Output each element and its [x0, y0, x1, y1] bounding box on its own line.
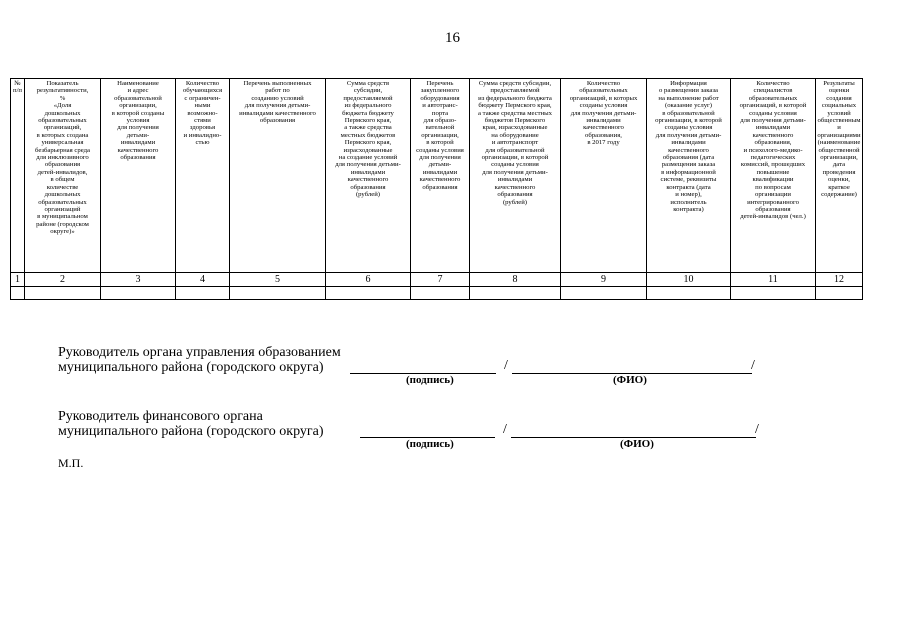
- empty-cell: [101, 287, 176, 300]
- header-cell-organization: Наименование и адрес образовательной организации, в которой созданы условия для получения детьми- инвалидами качественного образования: [101, 79, 176, 273]
- empty-cell: [816, 287, 863, 300]
- empty-cell: [326, 287, 411, 300]
- empty-cell: [176, 287, 230, 300]
- header-cell-specialists-count: Количество специалистов образовательных организаций, в которой созданы условия для получения детьми- инвалидами качественного образования, и психолого-медико- педагогических комиссий, прошедших повышение квалификации по вопросам организации интегрированного образования детей-инвалидов (чел.): [731, 79, 816, 273]
- header-cell-indicator: Показатель результативности, % «Доля дошкольных образовательных организаций, в которых создана универсальная безбарьерная среда для инклюзивного образования детей-инвалидов, в общем количестве дошкольных образовательных организаций в муниципальном районе (городском округе)»: [25, 79, 101, 273]
- column-number-cell: 5: [230, 273, 326, 287]
- header-cell-works-list: Перечень выполненных работ по созданию условий для получения детьми- инвалидами качественного образования: [230, 79, 326, 273]
- header-cell-organizations-count: Количество образовательных организаций, в которых созданы условия для получения детьми- инвалидами качественного образования, в 2017 году: [561, 79, 647, 273]
- slash-mark: /: [503, 422, 507, 437]
- education-head-sign-caption: (подпись): [406, 374, 454, 386]
- slash-mark: /: [755, 422, 759, 437]
- empty-cell: [230, 287, 326, 300]
- header-cell-equipment-sum: Сумма средств субсидии, предоставляемой из федерального бюджета бюджету Пермского края, а также средства местных бюджетов Пермского края, израсходованные на оборудование и автотранспорт для образовательной организации, в которой созданы условия для получения детьми- инвалидами качественного образования (рублей): [470, 79, 561, 273]
- table-header-row: [11, 79, 863, 273]
- education-head-name-caption: (ФИО): [613, 374, 647, 386]
- empty-cell: [470, 287, 561, 300]
- report-table: [10, 78, 863, 300]
- empty-cell: [561, 287, 647, 300]
- slash-mark: /: [751, 358, 755, 373]
- column-number-cell: 12: [816, 273, 863, 287]
- column-number-cell: 6: [326, 273, 411, 287]
- column-number-cell: 2: [25, 273, 101, 287]
- column-number-cell: 1: [11, 273, 25, 287]
- column-number-cell: 11: [731, 273, 816, 287]
- header-cell-equipment-list: Перечень закупленного оборудования и автотранс- порта для образо- вательной организации, в которой созданы условия для получения детьми- инвалидами качественного образования: [411, 79, 470, 273]
- finance-head-sign-caption: (подпись): [406, 438, 454, 450]
- empty-cell: [25, 287, 101, 300]
- column-number-cell: 10: [647, 273, 731, 287]
- stamp-place-label: М.П.: [58, 456, 84, 470]
- education-head-title: Руководитель органа управления образованием муниципального района (городского округа): [58, 345, 341, 375]
- header-cell-row-number: № п/п: [11, 79, 25, 273]
- column-number-cell: 3: [101, 273, 176, 287]
- empty-cell: [647, 287, 731, 300]
- column-number-cell: 8: [470, 273, 561, 287]
- header-cell-order-info: Информация о размещении заказа на выполнение работ (оказание услуг) в образовательной организации, в которой созданы условия для получения детьми- инвалидами качественного образования (дата размещения заказа в информационной системе, реквизиты контракта (дата и номер), исполнитель контракта): [647, 79, 731, 273]
- finance-head-title: Руководитель финансового органа муниципального района (городского округа): [58, 409, 324, 439]
- empty-cell: [731, 287, 816, 300]
- header-cell-students-count: Количество обучающихся с ограничен- ными возможно- стями здоровья и инвалидно- стью: [176, 79, 230, 273]
- column-number-row: [11, 273, 863, 287]
- empty-cell: [11, 287, 25, 300]
- header-cell-assessment: Результаты оценки создания социальных условий общественными организациями (наименование общественной организации, дата проведения оценки, краткое содержание): [816, 79, 863, 273]
- column-number-cell: 4: [176, 273, 230, 287]
- slash-mark: /: [504, 358, 508, 373]
- page-number: 16: [445, 30, 460, 46]
- empty-cell: [411, 287, 470, 300]
- header-cell-subsidy-sum: Сумма средств субсидии, предоставляемой из федерального бюджета бюджету Пермского края, а также средства местных бюджетов Пермского края, израсходованные на создание условий для получения детьми- инвалидами качественного образования (рублей): [326, 79, 411, 273]
- finance-head-signature-block: [58, 409, 324, 439]
- table-row: [11, 287, 863, 300]
- column-number-cell: 9: [561, 273, 647, 287]
- column-number-cell: 7: [411, 273, 470, 287]
- finance-head-name-caption: (ФИО): [620, 438, 654, 450]
- education-head-signature-block: [58, 345, 341, 375]
